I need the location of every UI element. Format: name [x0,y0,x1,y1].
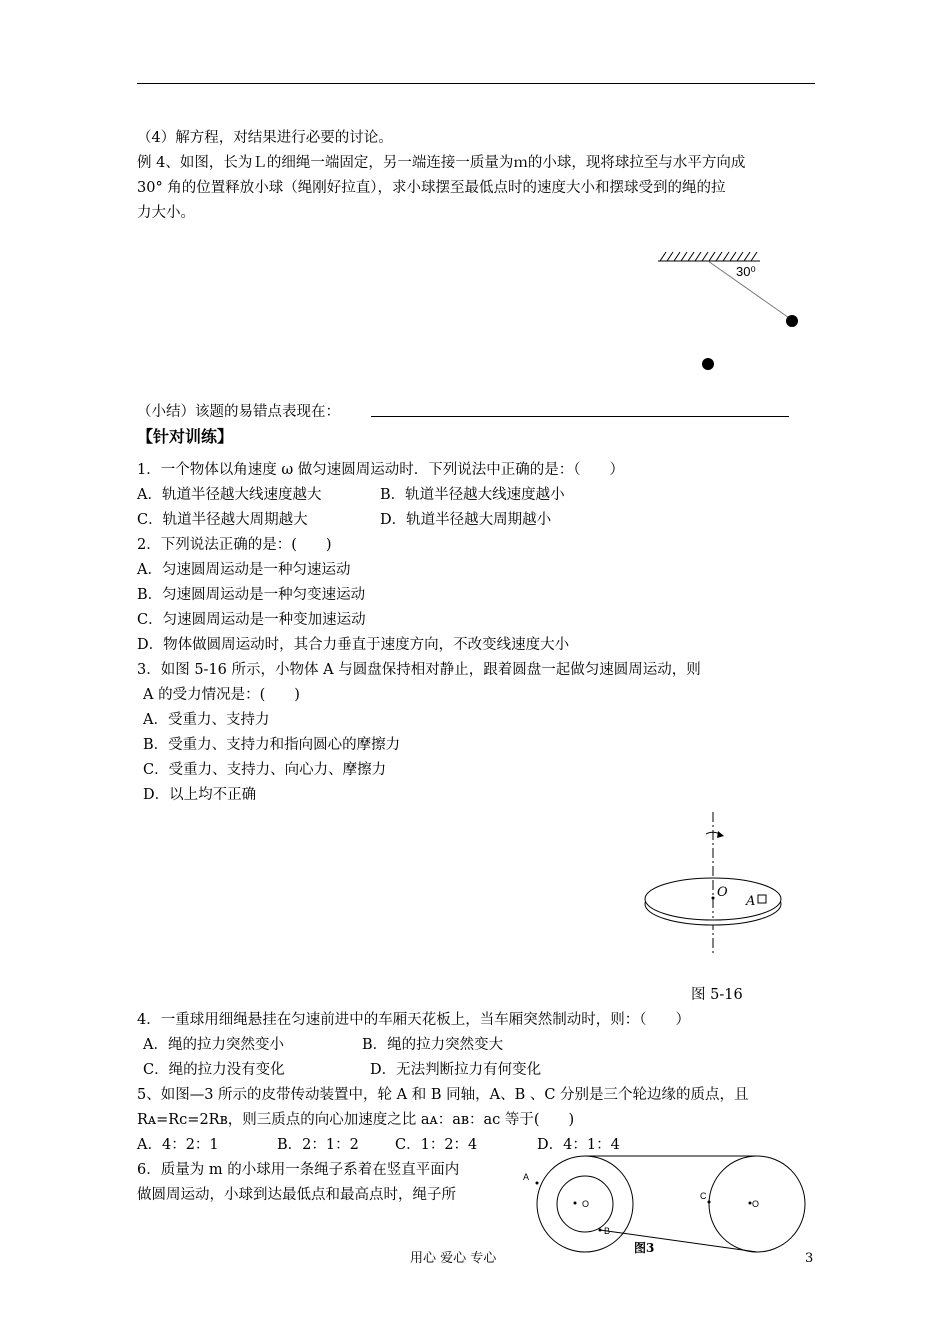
q2-option-d: D．物体做圆周运动时，其合力垂直于速度方向，不改变线速度大小 [137,637,570,653]
wheel-c-label: C [700,1191,707,1201]
q4-option-d: D．无法判断拉力有何变化 [370,1062,542,1078]
pendulum-figure [650,248,810,378]
q5-option-d: D．4：1：4 [537,1137,620,1153]
fig-3-caption: 图3 [634,1241,655,1255]
q1-option-b: B．轨道半径越大线速度越小 [380,487,565,503]
q2-option-c: C．匀速圆周运动是一种变加速运动 [137,612,366,628]
q2-stem: 2．下列说法正确的是：( ) [137,537,332,553]
block-a [758,895,766,903]
page-number: 3 [805,1251,814,1266]
disc-figure [640,810,790,960]
q5-stem-line1: 5、如图—3 所示的皮带传动装置中，轮 A 和 B 同轴，A、B 、C 分别是三个轮边缘的质点，且 [137,1087,749,1103]
q5-option-b: B．2：1：2 [277,1137,359,1153]
disc-center-label: O [717,885,728,900]
ball-lowest [702,358,714,370]
step4-text: （4）解方程，对结果进行必要的讨论。 [137,130,393,146]
wheel-c-center-label: O [752,1199,760,1209]
q6-stem-line1: 6．质量为 m 的小球用一条绳子系着在竖直平面内 [137,1162,460,1178]
q3-option-a: A．受重力、支持力 [143,712,270,728]
q6-stem-line2: 做圆周运动，小球到达最低点和最高点时，绳子所 [137,1187,456,1203]
q5-option-c: C．1：2：4 [395,1137,478,1153]
belt-drive-figure [520,1150,820,1260]
example4-line3: 力大小。 [137,205,195,221]
q4-option-c: C．绳的拉力没有变化 [143,1062,285,1078]
q2-option-a: A．匀速圆周运动是一种匀速运动 [137,562,351,578]
q4-stem: 4．一重球用细绳悬挂在匀速前进中的车厢天花板上，当车厢突然制动时，则：（ ） [137,1012,690,1028]
wheel-b-label: B [604,1226,611,1236]
example4-line2: 30° 角的位置释放小球（绳刚好拉直），求小球摆至最低点时的速度大小和摆球受到的绳的拉 [137,180,726,196]
summary-label: （小结）该题的易错点表现在： [137,404,340,420]
wheel-ab-center-label: O [582,1199,590,1209]
footer-motto: 用心 爱心 专心 [410,1251,497,1266]
q4-option-a: A．绳的拉力突然变小 [143,1037,284,1053]
summary-blank-line [371,416,789,417]
section-heading: 【针对训练】 [137,427,234,446]
q3-stem-line1: 3．如图 5-16 所示，小物体 A 与圆盘保持相对静止，跟着圆盘一起做匀速圆周运动，则 [137,662,701,678]
q1-option-c: C．轨道半径越大周期越大 [137,512,308,528]
fig-5-16-caption: 图 5-16 [691,987,743,1003]
q3-stem-line2: A 的受力情况是：( ) [143,687,300,703]
q3-option-d: D．以上均不正确 [143,787,257,803]
block-a-label: A [746,894,756,909]
example4-line1: 例 4、如图，长为Ｌ的细绳一端固定，另一端连接一质量为ｍ的小球，现将球拉至与水平方向成 [137,155,746,171]
q5-option-a: A．4：2：1 [137,1137,219,1153]
angle-label: 30⁰ [736,264,756,279]
ball-start [786,315,798,327]
q4-option-b: B．绳的拉力突然变大 [362,1037,504,1053]
q2-option-b: B．匀速圆周运动是一种匀变速运动 [137,587,366,603]
header-rule [137,83,815,84]
q5-stem-line2: Rᴀ=Rᴄ=2Rʙ，则三质点的向心加速度之比 aᴀ：aʙ：aᴄ 等于( ) [137,1112,575,1128]
q1-option-d: D．轨道半径越大周期越小 [380,512,552,528]
q1-option-a: A．轨道半径越大线速度越大 [137,487,322,503]
q3-option-b: B．受重力、支持力和指向圆心的摩擦力 [143,737,401,753]
q3-option-c: C．受重力、支持力、向心力、摩擦力 [143,762,387,778]
q1-stem: 1．一个物体以角速度 ω 做匀速圆周运动时．下列说法中正确的是：（ ） [137,462,625,478]
wheel-a-label: A [523,1172,530,1182]
